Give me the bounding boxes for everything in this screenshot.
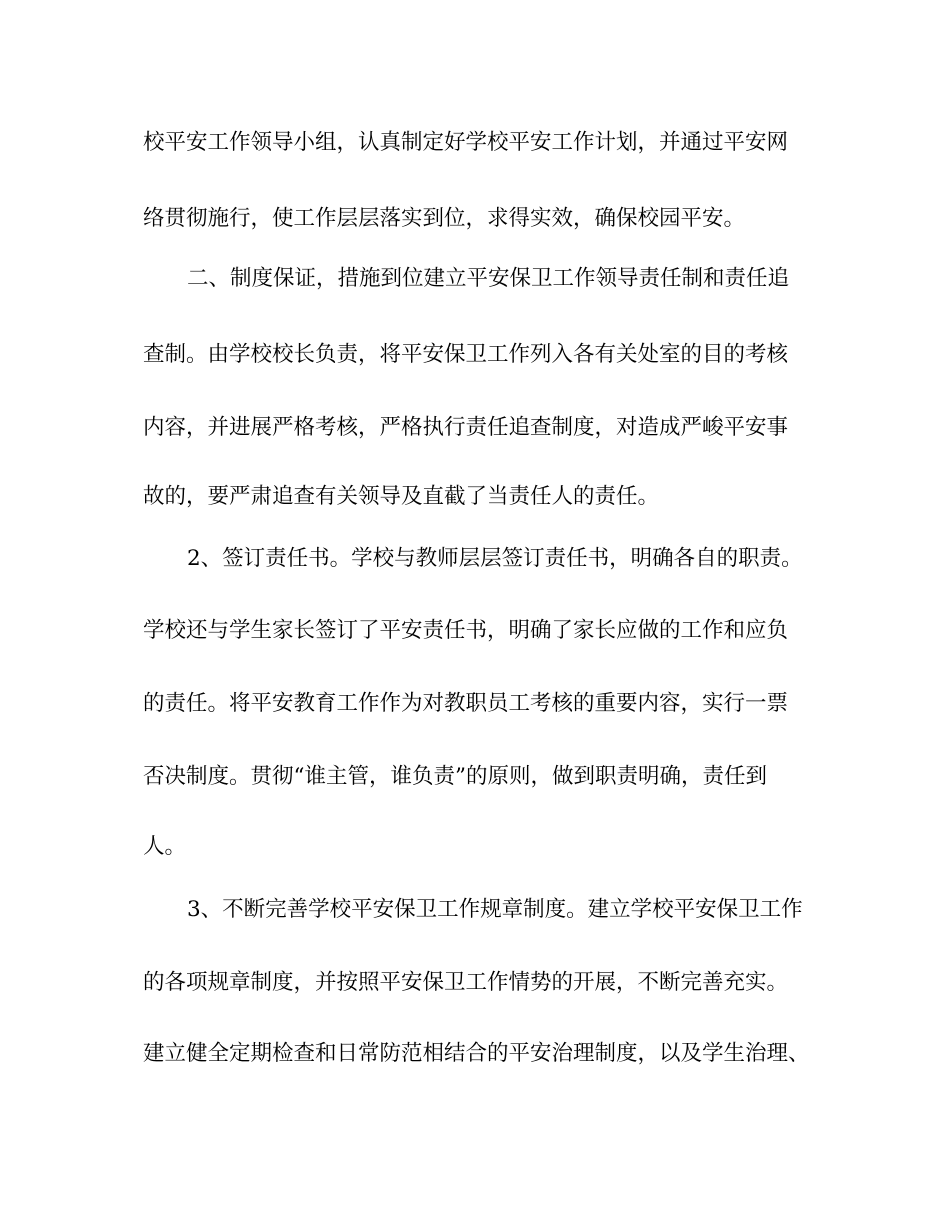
text-line: 建立健全定期检查和日常防范相结合的平安治理制度，以及学生治理、 (143, 1041, 810, 1066)
text-line: 络贯彻施行，使工作层层落实到位，求得实效，确保校园平安。 (143, 206, 746, 231)
text-line: 查制。由学校校长负责，将平安保卫工作列入各有关处室的目的考核 (143, 342, 789, 367)
text-line: 的责任。将平安教育工作作为对教职员工考核的重要内容，实行一票 (143, 691, 789, 716)
text-line: 否决制度。贯彻“谁主管，谁负责”的原则，做到职责明确，责任到 (143, 764, 767, 789)
text-line: 人。 (143, 834, 187, 859)
paragraph-start-line: 二、制度保证，措施到位建立平安保卫工作领导责任制和责任追 (187, 266, 790, 291)
text-line: 故的，要严肃追查有关领导及直截了当责任人的责任。 (143, 484, 660, 509)
text-line: 校平安工作领导小组，认真制定好学校平安工作计划，并通过平安网 (143, 130, 789, 155)
paragraph-start-line: 2、签订责任书。学校与教师层层签订责任书，明确各自的职责。 (187, 546, 803, 571)
text-line: 内容，并进展严格考核，严格执行责任追查制度，对造成严峻平安事 (143, 415, 789, 440)
paragraph-start-line: 3、不断完善学校平安保卫工作规章制度。建立学校平安保卫工作 (187, 897, 803, 922)
text-line: 的各项规章制度，并按照平安保卫工作情势的开展，不断完善充实。 (143, 970, 789, 995)
text-line: 学校还与学生家长签订了平安责任书，明确了家长应做的工作和应负 (143, 618, 789, 643)
